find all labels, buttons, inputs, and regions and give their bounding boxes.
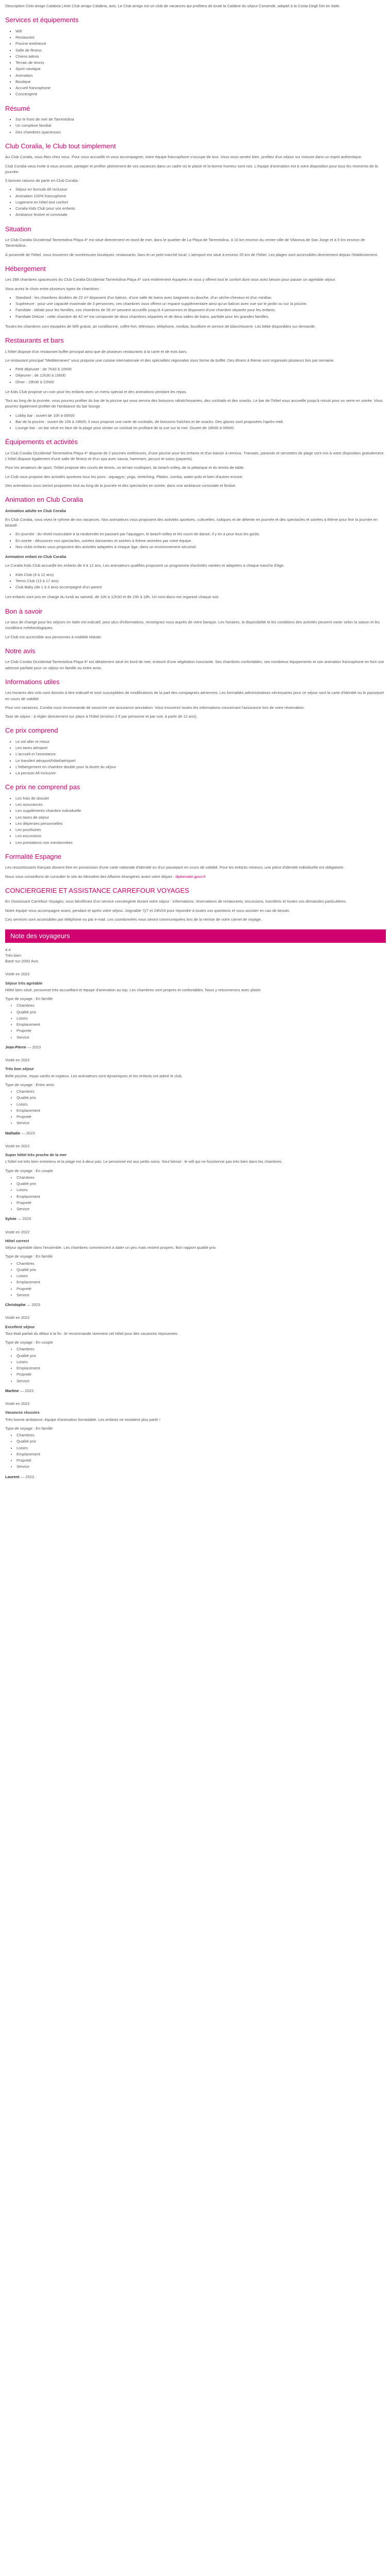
included-item: ▪ L'accueil et l'assistance: [15, 751, 386, 757]
review-criterion: • Emplacement: [17, 1451, 386, 1457]
animation-item: ▪ En journée : du réveil musculaire à la randonnée en passant par l'aquagym, le beach-volley et les cours de danse, il y en a pour tous les goûts.: [15, 531, 386, 537]
resume-item: ▪ Un complexe familial: [15, 123, 386, 128]
review-body: Tout était parfait du début à la fin. Je recommande vivement cet hôtel pour des vacances reposantes.: [5, 1331, 178, 1336]
intro-text: Description Club amigo Calabria | Arte Club amigo Calabria, avis. Le Club amigo est un club de vacances qui profitera de toute la Calabre du séjour Corsendir, adapté à la Costa Degli Dei en Italie.: [5, 4, 340, 8]
prix-ne-comprend-title: Ce prix ne comprend pas: [5, 783, 80, 791]
bar-item: ▪ Bar de la piscine : ouvert de 10h à 18h00, il vous propose une carte de cocktails, de boissons fraîches et de snacks. Des glaces sont proposées l'après-midi.: [15, 419, 386, 425]
service-item: ▪ Chiens admis: [15, 54, 386, 59]
club-reason-item: ▪ Logement en hôtel tout confort: [15, 199, 386, 205]
resume-item: ▪ Des chambres spacieuses: [15, 129, 386, 135]
situation-paragraph: À proximité de l'hôtel, vous trouverez de nombreuses boutiques, restaurants, bars et un petit marché local. L'aéroport est situé à environ 25 km de l'hôtel. Les plages sont accessibles directement depuis l'établissement.: [5, 252, 378, 257]
review-criterion: • Propreté: [17, 1458, 386, 1463]
review-trip-type: Type de voyage : En famille: [5, 1254, 53, 1259]
bon-a-savoir-paragraph: Le taux de change pour les séjours en Italie est indicatif, pour plus d'informations, renseignez-vous auprès de votre banque. Les horaires, la disponibilité et les conditions des activités peuvent varier selon la saison et les conditions météorologiques.: [5, 620, 380, 631]
service-item: ▪ Boutique: [15, 79, 386, 84]
review-trip-type: Type de voyage : En couple: [5, 1168, 53, 1173]
reviews-summary: [5, 947, 386, 964]
review-author: Laurent — 2023: [5, 1474, 34, 1479]
conciergerie-title: CONCIERGERIE ET ASSISTANCE CARREFOUR VOYAGES: [5, 886, 189, 894]
reviews-list: [5, 971, 386, 1480]
review-criterion: • Loisirs: [17, 1187, 386, 1193]
room-types-list: [15, 295, 386, 319]
meal-time-item: ▪ Déjeuner : de 12h30 à 15h00: [15, 372, 386, 378]
service-item: ▪ Restaurant: [15, 35, 386, 40]
restaurants-paragraph: L'hôtel dispose d'un restaurant buffet principal ainsi que de plusieurs restaurants à la carte et de trois bars.: [5, 349, 188, 354]
service-item: ▪ Animation: [15, 73, 386, 78]
bars-list: [15, 413, 386, 431]
review-criterion: • Chambres: [17, 1003, 386, 1008]
review-card: [5, 971, 386, 1050]
review-title: Hôtel correct: [5, 1238, 29, 1243]
included-item: ▪ Les taxes aéroport: [15, 745, 386, 751]
review-criterion: • Emplacement: [17, 1365, 386, 1371]
review-criterion: • Qualité prix: [17, 1438, 386, 1444]
review-visit-date: Visité en 2022: [5, 1315, 30, 1320]
club-paragraph: Club Coralia vous invite à vous amuser, partager et profiter pleinement de vos vacances dans un cadre où le plaisir et la bonne humeur sont rois. L'équipe d'animation est à votre disposition pour tous les moments de la journée.: [5, 163, 378, 174]
animation-list: [15, 531, 386, 550]
review-criterion: • Propreté: [17, 1286, 386, 1292]
review-body: Très bonne ambiance, équipe d'animation formidable. Les enfants ne voulaient plus partir !: [5, 1417, 160, 1422]
formalite-paragraph: Nous vous conseillons de consulter le site du Ministère des Affaires étrangères avant votre départ : diplomatie.gouv.fr: [5, 874, 206, 879]
infos-paragraph: Pour vos vacances, Coralia vous recommande de souscrire une assurance annulation. Vous trouverez toutes les informations concernant l'assurance lors de votre réservation.: [5, 705, 305, 710]
review-body: L'hôtel est très bien entretenu et la plage est à deux pas. Le personnel est aux petits soins. Seul bémol : le wifi qui ne fonctionne pas très bien dans les chambres.: [5, 1159, 283, 1164]
review-criteria-list: [17, 1175, 386, 1212]
review-title: Super hôtel très proche de la mer: [5, 1153, 67, 1157]
included-item: ▪ L'hébergement en chambre double pour la durée du séjour: [15, 764, 386, 770]
review-criterion: • Propreté: [17, 1371, 386, 1377]
equipements-title: Équipements et activités: [5, 438, 78, 446]
club-reason-item: ▪ Coralia Kids Club pour vos enfants: [15, 206, 386, 211]
included-item: ▪ Le vol aller et retour: [15, 739, 386, 744]
review-title: Séjour très agréable: [5, 980, 43, 986]
club-title: Club Coralia, le Club tout simplement: [5, 142, 116, 150]
service-item: ▪ Sport nautique: [15, 66, 386, 72]
review-visit-date: Visité en 2022: [5, 1229, 30, 1234]
room-type-item: ▪ Familiale Deluxe : cette chambre de 42 m² est composée de deux chambres séparées et de deux salles de bains, parfaite pour les grandes familles.: [15, 314, 386, 319]
reviews-count: Basé sur 2092 Avis: [5, 959, 39, 963]
review-criterion: • Propreté: [17, 1200, 386, 1206]
review-criterion: • Service: [17, 1292, 386, 1298]
review-trip-type: Type de voyage : En famille: [5, 1426, 53, 1431]
review-criterion: • Emplacement: [17, 1279, 386, 1285]
kids-club-item: ▪ Kids Club (4 à 12 ans): [15, 572, 386, 578]
animation-paragraph: Les enfants sont pris en charge du lundi au samedi, de 10h à 12h30 et de 15h à 18h. Un mini-disco est organisé chaque soir.: [5, 595, 220, 600]
review-criterion: • Propreté: [17, 1028, 386, 1033]
review-criterion: • Loisirs: [17, 1359, 386, 1365]
club-paragraph: Au Club Coralia, vous êtes chez vous. Pour vous accueillir et vous accompagner, notre équipe francophone s'occupe de tout. Vous vous sentez bien, profitez d'un séjour sur mesure dans un esprit authentique.: [5, 155, 363, 160]
room-type-item: ▪ Standard : les chambres doubles de 22 m² disposent d'un balcon, d'une salle de bains avec baignoire ou douche, d'un sèche-cheveux et d'un minibar.: [15, 295, 386, 300]
review-criteria-list: [17, 1261, 386, 1298]
review-criterion: • Service: [17, 1120, 386, 1126]
review-author: Martine — 2023: [5, 1388, 34, 1393]
restaurants-paragraph: Le Kids Club propose un coin pour les enfants avec un menu spécial et des animations pendant les repas.: [5, 389, 187, 394]
room-type-item: ▪ Supérieure : pour une capacité maximale de 3 personnes, ces chambres vous offrent un espace supplémentaire ainsi qu'un balcon avec vue sur le jardin ou sur la piscine.: [15, 301, 386, 307]
review-criterion: • Emplacement: [17, 1108, 386, 1113]
excluded-item: ▪ Les suppléments chambre individuelle: [15, 808, 386, 814]
kids-clubs-list: [15, 572, 386, 590]
infos-paragraph: Taxe de séjour : à régler directement sur place à l'hôtel (environ 2 € par personne et par nuit, à partir de 12 ans).: [5, 714, 198, 719]
room-type-item: ▪ Familiale : idéale pour les familles, ces chambres de 35 m² peuvent accueillir jusqu'à 4 personnes et disposent d'une chambre séparée pour les enfants.: [15, 307, 386, 313]
review-criterion: • Chambres: [17, 1432, 386, 1438]
review-criterion: • Loisirs: [17, 1273, 386, 1279]
review-criterion: • Qualité prix: [17, 1181, 386, 1187]
diplomatie-link[interactable]: diplomatie.gouv.fr: [175, 874, 206, 879]
bar-item: ▪ Lounge bar : un bar situé en face de la plage pour siroter un cocktail en profitant de la vue sur la mer. Ouvert de 18h00 à 00h00.: [15, 425, 386, 431]
review-visit-date: Visité en 2022: [5, 1143, 30, 1148]
hebergement-title: Hébergement: [5, 264, 46, 273]
hebergement-paragraph: Toutes les chambres sont équipées de Wifi gratuit, air conditionné, coffre-fort, télévision, téléphone, minibar, bouilloire et service de blanchisserie. Lits bébé disponibles sur demande.: [5, 324, 316, 329]
club-reason-item: ▪ Séjour en formule All Inclusive: [15, 187, 386, 192]
review-title: Très bon séjour: [5, 1066, 34, 1072]
review-title: Excellent séjour: [5, 1324, 35, 1329]
excluded-item: ▪ Les frais de dossier: [15, 795, 386, 801]
review-criterion: • Loisirs: [17, 1015, 386, 1021]
service-item: ▪ Salle de fitness: [15, 47, 386, 53]
review-criterion: • Service: [17, 1464, 386, 1469]
bon-a-savoir-paragraph: Le Club est accessible aux personnes à mobilité réduite.: [5, 634, 102, 639]
review-trip-type: Type de voyage : Entre amis: [5, 1082, 55, 1087]
hebergement-subheading: Vous aurez le choix entre plusieurs types de chambres :: [5, 286, 101, 291]
review-criterion: • Service: [17, 1378, 386, 1384]
bon-a-savoir-title: Bon à savoir: [5, 607, 43, 615]
review-criterion: • Service: [17, 1035, 386, 1040]
restaurants-title: Restaurants et bars: [5, 336, 64, 344]
review-author: Sylvie — 2023: [5, 1216, 31, 1222]
review-criterion: • Qualité prix: [17, 1009, 386, 1015]
review-card: [5, 1057, 386, 1136]
review-title: Vacances réussies: [5, 1410, 40, 1415]
situation-title: Situation: [5, 225, 31, 233]
animation-item: ▪ Nos clubs enfants vous proposent des activités adaptées à chaque âge, dans un environnement sécurisé.: [15, 544, 386, 550]
review-criterion: • Chambres: [17, 1175, 386, 1180]
review-body: Belle piscine, repas variés et copieux. Les animateurs sont dynamiques et les enfants ont adoré le club.: [5, 1073, 183, 1078]
notre-avis-title: Notre avis: [5, 647, 36, 655]
review-criteria-list: [17, 1003, 386, 1040]
review-trip-type: Type de voyage : En famille: [5, 996, 53, 1001]
review-criterion: • Service: [17, 1206, 386, 1212]
formalite-paragraph: Les ressortissants français doivent être en possession d'une carte nationale d'identité ou d'un passeport en cours de validité. Pour les enfants mineurs, une pièce d'identité individuelle est obligatoire.: [5, 865, 345, 870]
review-criteria-list: [17, 1346, 386, 1384]
reviews-header-bar: Note des voyageurs: [5, 929, 386, 943]
bar-item: ▪ Lobby bar : ouvert de 10h à 00h00: [15, 413, 386, 418]
prix-comprend-title: Ce prix comprend: [5, 726, 58, 735]
animation-subheading: Animation adulte en Club Coralia: [5, 508, 66, 513]
service-item: ▪ Wifi: [15, 28, 386, 34]
service-item: ▪ Terrain de tennis: [15, 60, 386, 65]
conciergerie-paragraph: Notre équipe vous accompagne avant, pendant et après votre séjour. Joignable 7j/7 et 24h/24 pour répondre à toutes vos questions et vous assister en cas de besoin.: [5, 908, 290, 913]
services-title: Services et équipements: [5, 16, 79, 24]
meal-times-list: [15, 366, 386, 385]
resume-list: [15, 116, 386, 135]
excluded-item: ▪ Les excursions: [15, 833, 386, 839]
review-score-label: Très bien: [5, 953, 21, 958]
review-visit-date: Visité en 2022: [5, 972, 30, 977]
club-reasons-heading: 5 bonnes raisons de partir en Club Coralia :: [5, 178, 80, 183]
excluded-item: ▪ Les prestations non mentionnées: [15, 840, 386, 845]
club-reasons-list: [15, 187, 386, 217]
animation-paragraph: En Club Coralia, vous vivez le rythme de vos vacances. Nos animateurs vous proposent des activités sportives, culturelles, ludiques et de détente en journée et des spectacles et soirées à thème pour finir la journée en beauté.: [5, 517, 378, 528]
review-author: Nathalie — 2023: [5, 1130, 35, 1136]
situation-paragraph: Le Club Coralia Occidental Tarrentolina Playa 4* est situé directement en bord de mer, dans le quartier de La Playa de Tarrentolina, à 10 km environ du centre-ville de Vilanova de San Jorge et à 5 km environ de Tarrentolina.: [5, 238, 365, 248]
included-item: ▪ La pension All Inclusive: [15, 770, 386, 776]
kids-club-item: ▪ Club Baby (de 1 à 3 ans) accompagné d'un parent: [15, 584, 386, 590]
equipements-paragraph: Des animations vous seront proposées tout au long de la journée et des spectacles en soirée, dans une ambiance conviviale et festive.: [5, 483, 237, 488]
included-item: ▪ Le transfert aéroport/hôtel/aéroport: [15, 758, 386, 764]
excluded-item: ▪ Les assurances: [15, 802, 386, 807]
service-item: ▪ Conciergerie: [15, 91, 386, 97]
animation-subheading: Animation enfant en Club Coralia: [5, 554, 67, 559]
review-criterion: • Propreté: [17, 1114, 386, 1120]
equipements-paragraph: Le Club Coralia Occidental Tarrentolina Playa 4* dispose de 2 piscines extérieures, d'une piscine pour les enfants et d'un bassin à remous. Transats, parasols et serviettes de plage sont mis à votre disposition gratuitement. L'hôtel dispose également d'une salle de fitness et d'un spa avec sauna, hammam, jacuzzi et soins (payants).: [5, 450, 385, 461]
animation-paragraph: Le Coralia Kids Club accueille les enfants de 4 à 12 ans. Les animateurs qualifiés proposent un programme d'activités variées et adaptées à chaque tranche d'âge.: [5, 563, 285, 568]
service-item: ▪ Accueil francophone: [15, 85, 386, 91]
review-criterion: • Emplacement: [17, 1194, 386, 1199]
review-criterion: • Qualité prix: [17, 1095, 386, 1100]
services-list: [15, 28, 386, 97]
prix-comprend-list: [15, 739, 386, 776]
infos-title: Informations utiles: [5, 677, 60, 686]
excluded-item: ▪ Les pourboires: [15, 827, 386, 833]
conciergerie-paragraph: Ces services sont accessibles par téléphone ou par e-mail. Les coordonnées vous seront communiquées lors de la remise de votre carnet de voyage.: [5, 917, 262, 922]
resume-item: ▪ Sur le front de mer de Tarrentolina: [15, 116, 386, 122]
review-visit-date: Visité en 2022: [5, 1058, 30, 1062]
review-criterion: • Qualité prix: [17, 1353, 386, 1359]
notre-avis-paragraph: Le Club Coralia Occidental Tarrentolina Playa 4* est idéalement situé en bord de mer, entouré d'une végétation luxuriante. Ses chambres confortables, ses nombreux équipements et son animation francophone en font une adresse parfaite pour un séjour en famille ou entre amis.: [5, 659, 384, 670]
review-body: Hôtel bien situé, personnel très accueillant et équipe d'animation au top. Les chambres sont propres et confortables. Nous y retournerons avec plaisir.: [5, 987, 262, 992]
equipements-paragraph: Pour les amateurs de sport, l'hôtel propose des courts de tennis, un terrain multisport, du beach-volley, de la pétanque et du tennis de table.: [5, 465, 245, 470]
review-criterion: • Chambres: [17, 1261, 386, 1266]
review-criterion: • Loisirs: [17, 1101, 386, 1107]
resume-title: Résumé: [5, 104, 30, 112]
infos-paragraph: Les horaires des vols sont donnés à titre indicatif et sont susceptibles de modifications de la part des compagnies aériennes. Les formalités administratives nécessaires pour ce séjour sont la carte d'identité ou le passeport en cours de validité.: [5, 690, 384, 701]
service-item: ▪ Piscine extérieure: [15, 41, 386, 46]
restaurants-paragraph: Tout au long de la journée, vous pourrez profiter du bar de la piscine qui vous servira des boissons rafraîchissantes, des cocktails et des snacks. Le bar de l'hôtel vous accueille jusqu'à minuit pour un verre en soirée. Vous pourrez également profiter de l'ambiance du bar lounge.: [5, 398, 383, 409]
review-trip-type: Type de voyage : En couple: [5, 1340, 53, 1345]
review-score: 4.4: [5, 947, 11, 952]
excluded-item: ▪ Les taxes de séjour: [15, 815, 386, 820]
kids-club-item: ▪ Teens Club (13 à 17 ans): [15, 578, 386, 584]
review-card: [5, 1143, 386, 1222]
animation-title: Animation en Club Coralia: [5, 496, 84, 503]
review-body: Séjour agréable dans l'ensemble. Les chambres commencent à dater un peu mais restent propres. Bon rapport qualité prix.: [5, 1245, 217, 1250]
review-author: Christophe — 2023: [5, 1302, 40, 1307]
review-card: [5, 1229, 386, 1308]
review-card: [5, 1315, 386, 1394]
meal-time-item: ▪ Petit déjeuner : de 7h30 à 10h00: [15, 366, 386, 372]
animation-item: ▪ En soirée : découvrez nos spectacles, soirées dansantes et soirées à thème animées par notre équipe.: [15, 538, 386, 544]
restaurants-paragraph: Le restaurant principal "Mediterraneo" vous propose une cuisine internationale et des spécialités régionales sous forme de buffet. Des dîners à thème sont organisés plusieurs fois par semaine.: [5, 358, 335, 363]
review-criterion: • Qualité prix: [17, 1267, 386, 1273]
meal-time-item: ▪ Dîner : 19h30 à 22h00: [15, 379, 386, 385]
excluded-item: ▪ Les dépenses personnelles: [15, 821, 386, 826]
review-author: Jean-Pierre — 2023: [5, 1044, 41, 1049]
review-criterion: • Chambres: [17, 1089, 386, 1094]
review-criteria-list: [17, 1432, 386, 1470]
review-criterion: • Loisirs: [17, 1445, 386, 1451]
hebergement-paragraph: Les 288 chambres spacieuses du Club Coralia Occidental Tarrentolina Playa 4* sont entièrement équipées et vous y offrent tout le confort dont vous avez besoin pour passer un agréable séjour.: [5, 277, 336, 282]
review-criteria-list: [17, 1089, 386, 1126]
review-criterion: • Chambres: [17, 1346, 386, 1352]
equipements-paragraph: Le Club vous propose des activités sportives tous les jours : aquagym, yoga, stretching, Pilates, zumba, water-polo et bien d'autres encore.: [5, 474, 243, 479]
review-criterion: • Emplacement: [17, 1022, 386, 1027]
conciergerie-paragraph: En choisissant Carrefour Voyages, vous bénéficiez d'un service conciergerie durant votre séjour : informations, réservations de restaurants, excursions, transferts et toutes vos demandes particulières.: [5, 899, 347, 904]
review-visit-date: Visité en 2022: [5, 1401, 30, 1406]
prix-ne-comprend-list: [15, 795, 386, 845]
club-reason-item: ▪ Animation 100% francophone: [15, 193, 386, 199]
club-reason-item: ▪ Ambiance festive et conviviale: [15, 212, 386, 217]
review-card: [5, 1401, 386, 1480]
formalite-title: Formalité Espagne: [5, 852, 62, 860]
